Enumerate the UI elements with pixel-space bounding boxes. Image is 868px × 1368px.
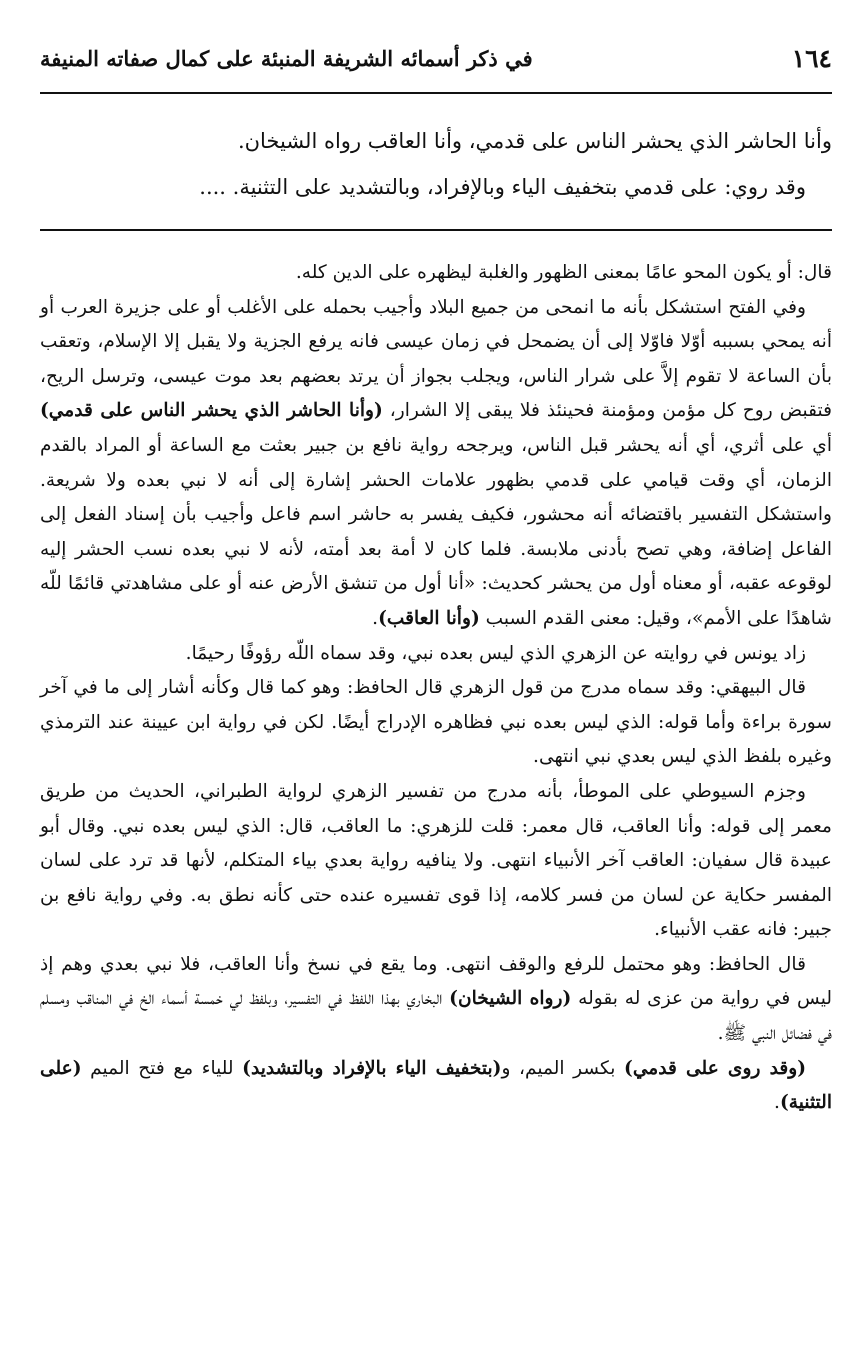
quoted-matn: (وأنا العاقب) <box>378 607 480 629</box>
commentary-text: قال الحافظ: وهو محتمل للرفع والوقف انتهى. وما يقع في نسخ وأنا العاقب، فلا نبي بعدي وهم إذ ليس في رواية من عزى له بقوله <box>40 953 832 1010</box>
commentary-paragraph: زاد يونس في روايته عن الزهري الذي ليس بعده نبي، وقد سماه اللّه رؤوفًا رحيمًا. <box>185 642 806 664</box>
quoted-matn: (وأنا الحاشر الذي يحشر الناس على قدمي) <box>40 400 383 422</box>
main-text <box>46 118 832 210</box>
commentary-paragraph <box>40 948 832 1052</box>
quoted-matn: (رواه الشيخان) <box>449 988 572 1010</box>
main-text-divider <box>40 229 832 231</box>
quoted-matn: (وقد روى على قدمي) <box>624 1057 806 1079</box>
quoted-matn: (بتخفيف الياء بالإفراد وبالتشديد) <box>242 1057 502 1079</box>
commentary-text: أي على أثري، أي أنه يحشر قبل الناس، ويرجحه رواية نافع بن جبير بعثت مع الساعة أو المراد بالقدم الزمان، أي وقت قيامي على قدمي بظهور علامات الحشر إشارة إلى أنه لا نبي بعده ولا شريعة. واستشكل التفسير باقتضائه أنه محشور، فكيف يفسر به حاشر اسم فاعل وأجيب بأن إسناد الفعل إلى الفاعل إضافة، وهي تصح بأدنى ملابسة. فلما كان لا أمة بعد أمته، لأنه لا نبي بعده نسب الحشر إليه لوقوعه عقبه، أو معناه أول من يحشر كحديث: «أنا أول من تنشق الأرض عنه أو على مشاهدتي قائمًا للّه شاهدًا على الأمم»، وقيل: معنى القدم السبب <box>40 434 832 629</box>
running-title: في ذكر أسمائه الشريفة المنبئة على كمال صفاته المنيفة <box>40 45 533 71</box>
commentary-paragraph <box>40 291 832 637</box>
commentary-paragraph: قال البيهقي: وقد سماه مدرج من قول الزهري قال الحافظ: وهو كما قال وكأنه أشار إلى ما في آخر سورة براءة وأما قوله: الذي ليس بعده نبي فظاهره الإدراج أيضًا. لكن في رواية ابن عيينة عند الترمذي وغيره بلفظ الذي ليس بعدي نبي انتهى. <box>40 677 832 768</box>
commentary-paragraph <box>40 1052 832 1121</box>
commentary-paragraph: وجزم السيوطي على الموطأ، بأنه مدرج من تفسير الزهري لرواية الطبراني، الحديث من طريق معمر إلى قوله: وأنا العاقب، قال معمر: قلت للزهري: ما العاقب، قال: الذي ليس بعده نبي. وقال أبو عبيدة قال سفيان: العاقب آخر الأنبياء انتهى. ولا ينافيه رواية بعدي بياء المتكلم، لأنها قد ترد على لسان المفسر حكاية عن لسان من فسر كلامه، إذا قوى تفسيره عنده حتى كأنه نطق به. وفي رواية نافع بن جبير: فانه عقب الأنبياء. <box>40 780 832 941</box>
main-text-paragraph: وأنا الحاشر الذي يحشر الناس على قدمي، وأنا العاقب رواه الشيخان. <box>237 129 832 153</box>
commentary-text: وفي الفتح استشكل بأنه ما انمحى من جميع البلاد وأجيب بحمله على الأغلب أو على جزيرة العرب أو أنه يمحي بسببه أوّلا فاوّلا إلى أن يضمحل في زمان عيسى فانه يرفع الجزية ولا يقبل إلا الإسلام، وتعقب بأن الساعة لا تقوم إلاَّ على شرار الناس، ويجلب بجواز أن يرتد بعضهم بعد موت عيسى، وترسل الريح، فتقبض روح كل مؤمن ومؤمنة فحينئذ فلا يبقى إلا الشرار، <box>40 296 832 422</box>
commentary <box>40 256 832 1121</box>
page-number: ١٦٤ <box>791 43 832 73</box>
commentary-text: للياء مع فتح الميم <box>81 1057 243 1079</box>
commentary-text: . <box>774 1092 780 1114</box>
commentary-text: . <box>372 607 379 629</box>
page-header <box>40 38 832 78</box>
main-text-paragraph: وقد روي: على قدمي بتخفيف الياء وبالإفراد، وبالتشديد على التثنية. .... <box>199 175 806 199</box>
commentary-paragraph: قال: أو يكون المحو عامًا بمعنى الظهور والغلبة ليظهره على الدين كله. <box>295 262 832 283</box>
header-divider <box>40 92 832 94</box>
quoted-matn: (على التثنية) <box>40 1057 832 1114</box>
commentary-text: بكسر الميم، و <box>501 1057 625 1079</box>
commentary-text: البخاري بهذا اللفظ في التفسير، وبلفظ لي خمسة أسماء الخ في المناقب ومسلم في فضائل النبي ﷺ. <box>40 988 832 1045</box>
